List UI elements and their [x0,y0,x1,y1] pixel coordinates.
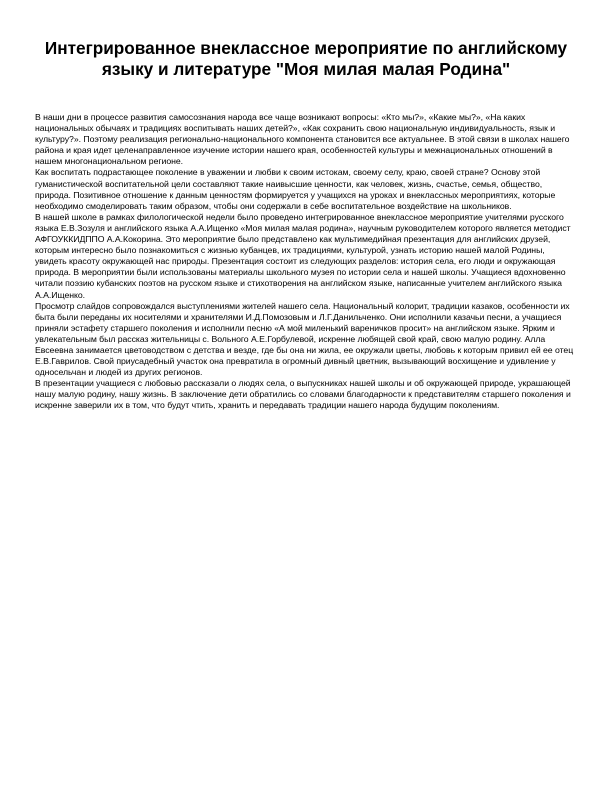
paragraph-slides: Просмотр слайдов сопровождался выступлениями жителей нашего села. Национальный колорит, традиции казаков, особенности их быта были переданы их носителями и хранителями И.Д.Помозовым и Л.Г.Данильченко. Они исполнили казачьи песни, а учащиеся приняли эстафету старшего поколения и исполнили песню «А мой миленький вареничков просит» на английском языке. Ярким и увлекательным был рассказ жительницы с. Вольного А.Е.Горбулевой, искренне любящей свой край, свою малую родину. Алла Евсеевна занимается цветоводством с детства и везде, где бы она ни жила, ее окружали цветы, любовь к которым привил ей ее отец Е.В.Гаврилов. Свой приусадебный участок она превратила в огромный дивный цветник, вызывающий восхищение и удивление у односельчан и людей из других регионов. [35,300,574,378]
document-body [35,112,577,412]
paragraph-school-event: В нашей школе в рамках филологической недели было проведено интегрированное внеклассное мероприятие учителями русского языка Е.В.Зозуля и английского языка А.А.Ищенко «Моя милая малая родина», научным руководителем которого является методист АФГОУККИДППО А.А.Кокорина. Это мероприятие было представлено как мультимедийная презентация для английских друзей, которым интересно было познакомиться с жизнью кубанцев, их традициями, культурой, узнать историю нашей малой Родины, увидеть красоту окружающей нас природы. Презентация состоит из следующих разделов: история села, его люди и окружающая природа. В мероприятии были использованы материалы школьного музея по истории села и нашей школы. Учащиеся вдохновенно читали поэзию кубанских поэтов на русском языке и стихотворения на английском языке, написанные учителем английского языка А.А.Ищенко. [35,211,571,300]
paragraph-upbringing: Как воспитать подрастающее поколение в уважении и любви к своим истокам, своему селу, краю, своей стране? Основу этой гуманистической воспитательной цели составляют такие наивысшие ценности, как человек, жизнь, счастье, семья, общество, природа. Позитивное отношение к данным ценностям формируется у учащихся на уроках и внеклассных мероприятиях, которые необходимо смоделировать таким образом, чтобы они содержали в себе воспитательное воздействие на школьников. [35,167,556,211]
paragraph-conclusion: В презентации учащиеся с любовью рассказали о людях села, о выпускниках нашей школы и об окружающей природе, украшающей нашу малую родину, нашу жизнь. В заключение дети обратились со словами благодарности к представителям старшего поколения и искренне заверили их в том, что будут чтить, хранить и передавать традиции нашего народа будущим поколениям. [35,378,571,411]
document-title: Интегрированное внеклассное мероприятие по английскому языку и литературе "Моя милая малая Родина" [44,38,568,79]
paragraph-intro: В наши дни в процессе развития самосознания народа все чаще возникают вопросы: «Кто мы?», «Какие мы?», «На каких национальных обычаях и традициях воспитывать наших детей?», «Как сохранить свою национальную индивидуальность, язык и культуру?». Поэтому реализация регионально-национального компонента становится все актуальнее. В этой связи в школах нашего района и края идет целенаправленное изучение истории нашего края, особенностей культуры и межнациональных отношений в нашем многонациональном регионе. [35,112,570,167]
